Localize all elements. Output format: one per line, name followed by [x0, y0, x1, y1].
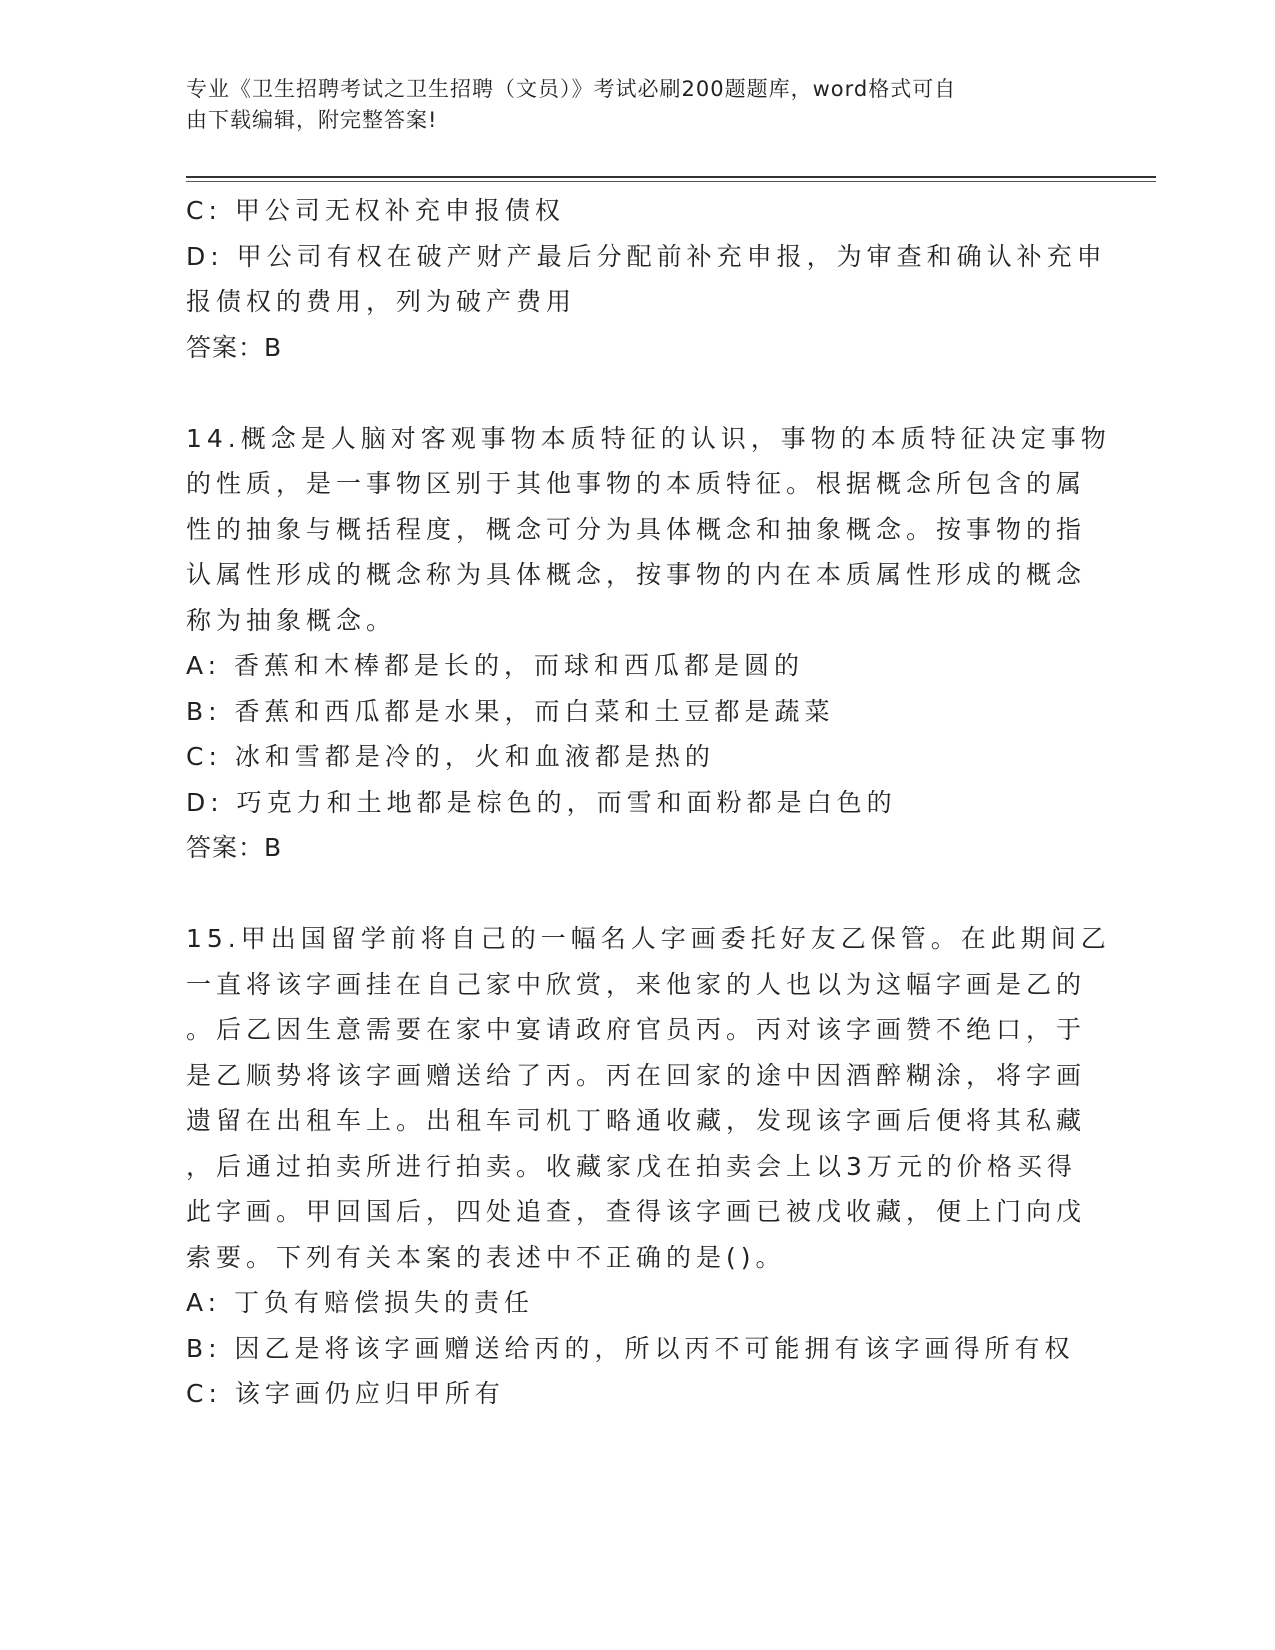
- question-stem-line: 称为抽象概念。: [186, 605, 397, 635]
- question-stem-line: 14.概念是人脑对客观事物本质特征的认识，事物的本质特征决定事物: [186, 423, 1111, 453]
- question-stem-line: 。后乙因生意需要在家中宴请政府官员丙。丙对该字画赞不绝口，于: [186, 1015, 1087, 1044]
- option-c: C: 冰和雪都是冷的，火和血液都是热的: [186, 742, 715, 771]
- document-body: [186, 188, 1111, 1417]
- option-d-line-1: D: 甲公司有权在破产财产最后分配前补充申报，为审查和确认补充申: [186, 241, 1107, 271]
- option-c: C: 该字画仍应归甲所有: [186, 1379, 505, 1408]
- question-13: [186, 188, 1107, 370]
- answer-line: 答案：B: [186, 833, 283, 862]
- question-stem-line: 索要。下列有关本案的表述中不正确的是()。: [186, 1242, 786, 1272]
- header-line-1: 专业《卫生招聘考试之卫生招聘（文员）》考试必刷200题题库，word格式可自: [186, 77, 957, 101]
- option-d-line-2: 报债权的费用，列为破产费用: [186, 287, 577, 316]
- question-stem-line: 认属性形成的概念称为具体概念，按事物的内在本质属性形成的概念: [186, 560, 1087, 589]
- question-stem-line: 15.甲出国留学前将自己的一幅名人字画委托好友乙保管。在此期间乙: [186, 924, 1111, 953]
- question-14: [186, 416, 1111, 871]
- header-line-2: 由下载编辑，附完整答案!: [186, 108, 438, 132]
- question-stem-line: 遗留在出租车上。出租车司机丁略通收藏，发现该字画后便将其私藏: [186, 1106, 1087, 1135]
- document-header: [186, 74, 1066, 136]
- option-a: A: 香蕉和木棒都是长的，而球和西瓜都是圆的: [186, 651, 805, 680]
- question-stem-line: 性的抽象与概括程度，概念可分为具体概念和抽象概念。按事物的指: [186, 514, 1087, 544]
- question-stem-line: 此字画。甲回国后，四处追查，查得该字画已被戊收藏，便上门向戊: [186, 1197, 1087, 1226]
- question-stem-line: 的性质，是一事物区别于其他事物的本质特征。根据概念所包含的属: [186, 469, 1087, 498]
- option-c: C: 甲公司无权补充申报债权: [186, 196, 565, 225]
- header-divider-thin: [186, 181, 1156, 182]
- answer-line: 答案：B: [186, 332, 283, 362]
- header-divider-thick: [186, 176, 1156, 178]
- option-b: B: 香蕉和西瓜都是水果，而白菜和土豆都是蔬菜: [186, 696, 835, 726]
- question-15: [186, 916, 1111, 1417]
- option-b: B: 因乙是将该字画赠送给丙的，所以丙不可能拥有该字画得所有权: [186, 1333, 1075, 1363]
- option-d: D: 巧克力和土地都是棕色的，而雪和面粉都是白色的: [186, 787, 897, 817]
- spacer: [186, 370, 1066, 416]
- spacer: [186, 871, 1066, 917]
- question-stem-line: 一直将该字画挂在自己家中欣赏，来他家的人也以为这幅字画是乙的: [186, 969, 1087, 999]
- question-stem-line: ，后通过拍卖所进行拍卖。收藏家戊在拍卖会上以3万元的价格买得: [186, 1151, 1077, 1181]
- option-a: A: 丁负有赔偿损失的责任: [186, 1288, 535, 1317]
- question-stem-line: 是乙顺势将该字画赠送给了丙。丙在回家的途中因酒醉糊涂，将字画: [186, 1060, 1087, 1090]
